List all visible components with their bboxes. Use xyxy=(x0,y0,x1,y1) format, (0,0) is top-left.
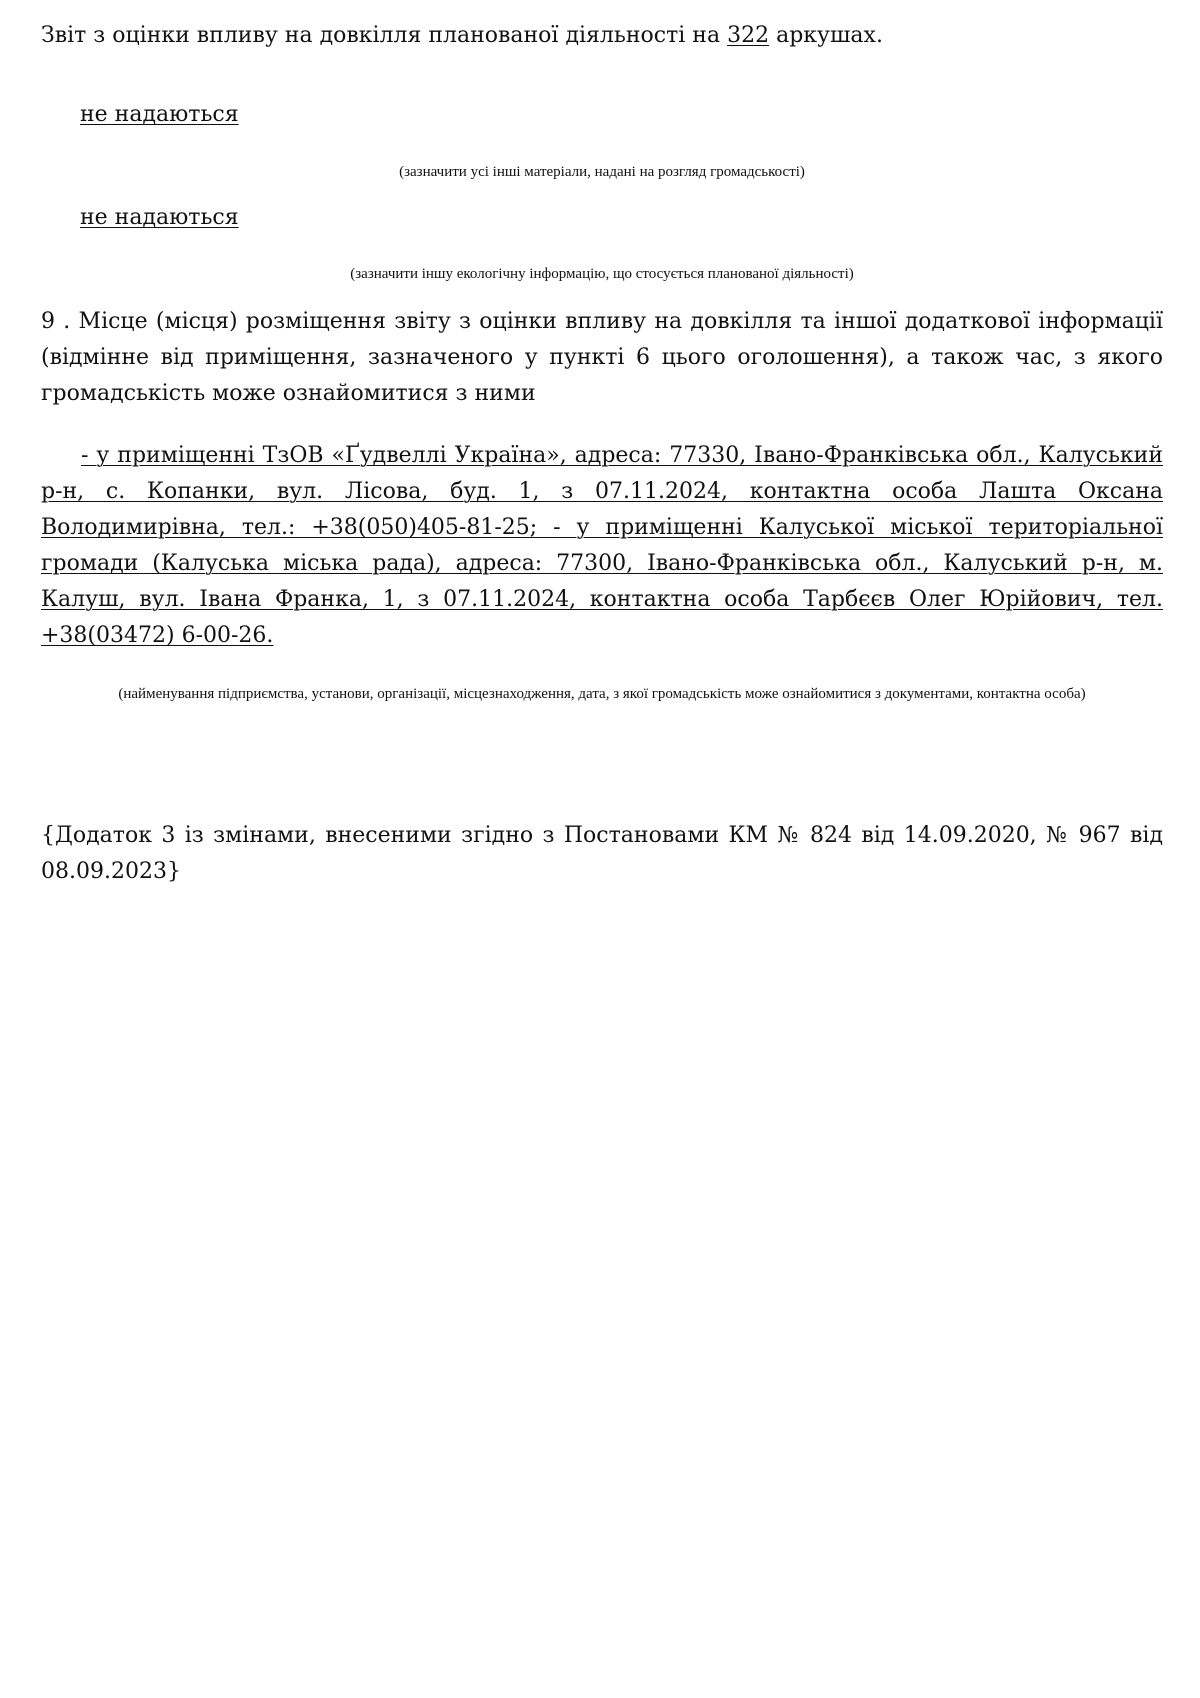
report-line xyxy=(41,18,1163,54)
section-9-number-sep: . xyxy=(55,309,79,334)
section-9-paragraph xyxy=(41,304,1163,412)
report-line-prefix: Звіт з оцінки впливу на довкілля планованої діяльності на xyxy=(41,23,728,48)
other-materials-caption: (зазначити усі інші матеріали, надані на розгляд громадськості) xyxy=(399,164,805,180)
section-9-text: Місце (місця) розміщення звіту з оцінки впливу на довкілля та іншої додаткової інформації (відмінне від приміщення, зазначеного у пункті 6 цього оголошення), а також час, з якого громадськість може ознайомитися з ними xyxy=(41,309,1163,406)
amendment-note: {Додаток 3 із змінами, внесеними згідно з Постановами КМ № 824 від 14.09.2020, № 967 від 08.09.2023} xyxy=(41,823,1163,884)
other-materials-value: не надаються xyxy=(80,102,239,127)
section-9-caption: (найменування підприємства, установи, організації, місцезнаходження, дата, з якої громадськість може ознайомитися з документами, контактна особа) xyxy=(118,686,1086,702)
other-eco-info-caption: (зазначити іншу екологічну інформацію, що стосується планованої діяльності) xyxy=(350,266,854,282)
other-eco-info-value: не надаються xyxy=(80,205,239,230)
sheets-count: 322 xyxy=(727,23,770,48)
section-9-number: 9 xyxy=(41,309,55,334)
report-line-suffix: аркушах. xyxy=(769,23,883,48)
section-9-locations: - у приміщенні ТзОВ «Ґудвеллі Україна», адреса: 77330, Івано-Франківська обл., Калуський р-н, с. Копанки, вул. Лісова, буд. 1, з 07.11.2024, контактна особа Лашта Оксана Володимирівна, тел.: +38(050)405-81-25; - у приміщенні Калуської міської територіальної громади (Калуська міська рада), адреса: 77300, Івано-Франківська обл., Калуський р-н, м. Калуш, вул. Івана Франка, 1, з 07.11.2024, контактна особа Тарбєєв Олег Юрійович, тел. +38(03472) 6-00-26. xyxy=(41,443,1163,648)
